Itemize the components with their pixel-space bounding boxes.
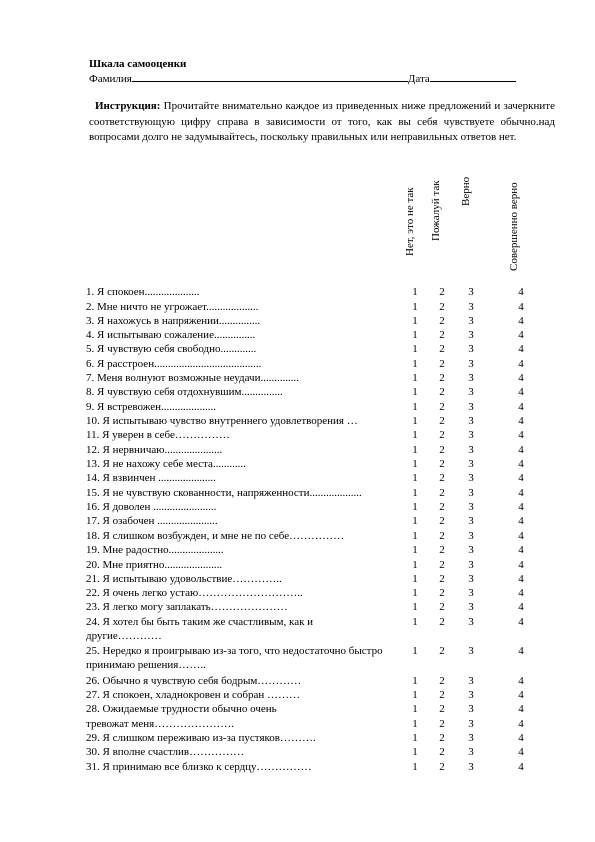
item-text: 18. Я слишком возбужден, и мне не по себе…………… — [86, 529, 345, 542]
rating-option-2[interactable]: 2 — [439, 615, 445, 628]
item-text: 24. Я хотел бы быть таким же счастливым, как и другие………… — [86, 615, 314, 642]
rating-option-3[interactable]: 3 — [468, 400, 474, 413]
rating-option-4[interactable]: 4 — [518, 443, 524, 456]
rating-option-1[interactable]: 1 — [412, 386, 418, 398]
item-text: 20. Мне приятно..................... — [86, 558, 223, 571]
rating-option-2[interactable]: 2 — [439, 357, 445, 370]
rating-option-2[interactable]: 2 — [439, 587, 445, 599]
rating-option-2[interactable]: 2 — [439, 415, 445, 427]
rating-option-1[interactable]: 1 — [412, 501, 418, 513]
rating-option-1[interactable]: 1 — [412, 515, 418, 527]
rating-option-1[interactable]: 1 — [412, 429, 418, 441]
rating-option-1[interactable]: 1 — [412, 717, 418, 730]
rating-option-3[interactable]: 3 — [468, 732, 474, 744]
rating-option-4[interactable]: 4 — [518, 415, 524, 427]
item-text: 15. Я не чувствую скованности, напряженности................... — [86, 486, 362, 499]
item-text: 28. Ожидаемые трудности обычно очень — [86, 703, 277, 715]
rating-option-4[interactable]: 4 — [518, 472, 524, 484]
rating-option-4[interactable]: 4 — [518, 400, 524, 413]
rating-option-4[interactable]: 4 — [518, 314, 524, 327]
rating-option-4[interactable]: 4 — [518, 717, 524, 730]
rating-option-2[interactable]: 2 — [439, 486, 445, 499]
rating-option-1[interactable]: 1 — [412, 645, 418, 657]
rating-option-1[interactable]: 1 — [412, 343, 418, 355]
rating-option-3[interactable]: 3 — [468, 515, 474, 527]
item-text: 25. Нередко я проигрываю из-за того, что недостаточно быстро принимаю решения…….. — [86, 645, 383, 672]
item-text: 4. Я испытываю сожаление............... — [86, 329, 256, 341]
rating-option-1[interactable]: 1 — [412, 300, 418, 313]
rating-option-1[interactable]: 1 — [412, 674, 418, 687]
rating-option-2[interactable]: 2 — [439, 572, 445, 585]
rating-option-3[interactable]: 3 — [468, 386, 474, 398]
rating-option-3[interactable]: 3 — [468, 717, 474, 730]
rating-option-4[interactable]: 4 — [518, 615, 524, 628]
rating-option-4[interactable]: 4 — [518, 286, 524, 298]
rating-option-3[interactable]: 3 — [468, 615, 474, 628]
rating-option-4[interactable]: 4 — [518, 558, 524, 571]
item-text: 2. Мне ничто не угрожает................... — [86, 300, 259, 313]
rating-option-3[interactable]: 3 — [468, 458, 474, 470]
item-text: 14. Я взвинчен ..................... — [86, 472, 216, 484]
rating-option-2[interactable]: 2 — [439, 703, 445, 715]
rating-option-3[interactable]: 3 — [468, 486, 474, 499]
rating-option-4[interactable]: 4 — [518, 746, 524, 758]
rating-option-4[interactable]: 4 — [518, 429, 524, 441]
item-text: тревожат меня…………………. — [86, 717, 234, 730]
rating-option-4[interactable]: 4 — [518, 645, 524, 657]
rating-option-1[interactable]: 1 — [412, 314, 418, 327]
rating-option-1[interactable]: 1 — [412, 443, 418, 456]
rating-option-2[interactable]: 2 — [439, 529, 445, 542]
surname-label: Фамилия — [89, 73, 132, 85]
instruction-label: Инструкция: — [95, 100, 161, 112]
rating-option-3[interactable]: 3 — [468, 645, 474, 657]
rating-option-2[interactable]: 2 — [439, 458, 445, 470]
rating-option-3[interactable]: 3 — [468, 544, 474, 556]
rating-option-1[interactable]: 1 — [412, 615, 418, 628]
rating-option-2[interactable]: 2 — [439, 674, 445, 687]
column-header-absolutely-true: Совершенно верно — [508, 182, 520, 271]
rating-option-4[interactable]: 4 — [518, 587, 524, 599]
rating-option-4[interactable]: 4 — [518, 458, 524, 470]
item-text: 11. Я уверен в себе…………… — [86, 429, 230, 441]
rating-option-3[interactable]: 3 — [468, 529, 474, 542]
rating-option-3[interactable]: 3 — [468, 472, 474, 484]
rating-option-4[interactable]: 4 — [518, 343, 524, 355]
rating-option-1[interactable]: 1 — [412, 357, 418, 370]
name-date-line — [89, 71, 516, 85]
rating-option-3[interactable]: 3 — [468, 443, 474, 456]
rating-option-4[interactable]: 4 — [518, 329, 524, 341]
rating-option-1[interactable]: 1 — [412, 732, 418, 744]
rating-option-3[interactable]: 3 — [468, 689, 474, 701]
rating-option-1[interactable]: 1 — [412, 587, 418, 599]
rating-option-2[interactable]: 2 — [439, 343, 445, 355]
item-text: 9. Я встревожен.................... — [86, 400, 216, 413]
item-text: 5. Я чувствую себя свободно............. — [86, 343, 257, 355]
rating-option-3[interactable]: 3 — [468, 587, 474, 599]
rating-option-3[interactable]: 3 — [468, 674, 474, 687]
rating-option-2[interactable]: 2 — [439, 314, 445, 327]
rating-option-4[interactable]: 4 — [518, 703, 524, 715]
rating-option-4[interactable]: 4 — [518, 300, 524, 313]
item-text: 31. Я принимаю все близко к сердцу…………… — [86, 760, 312, 773]
column-header-no: Нет, это не так — [404, 187, 416, 256]
rating-option-1[interactable]: 1 — [412, 458, 418, 470]
item-text: 6. Я расстроен....................................... — [86, 357, 262, 370]
rating-option-2[interactable]: 2 — [439, 544, 445, 556]
rating-option-3[interactable]: 3 — [468, 300, 474, 313]
rating-option-2[interactable]: 2 — [439, 300, 445, 313]
rating-option-1[interactable]: 1 — [412, 472, 418, 484]
instruction-paragraph — [89, 99, 555, 146]
rating-option-4[interactable]: 4 — [518, 515, 524, 527]
item-text: 13. Я не нахожу себе места............ — [86, 458, 246, 470]
rating-option-2[interactable]: 2 — [439, 601, 445, 613]
instruction-text: Прочитайте внимательно каждое из приведенных ниже предложений и зачеркните соответствующую цифру справа в зависимости от того, как вы себя чувствуете обычно.над вопросами долго не задумывайтесь, поскольку правильных или неправильных ответов нет. — [89, 100, 555, 143]
rating-option-4[interactable]: 4 — [518, 357, 524, 370]
rating-option-3[interactable]: 3 — [468, 415, 474, 427]
rating-option-1[interactable]: 1 — [412, 703, 418, 715]
item-text: 16. Я доволен ....................... — [86, 501, 217, 513]
item-text: 27. Я спокоен, хладнокровен и собран ……… — [86, 689, 301, 701]
item-text: 29. Я слишком переживаю из-за пустяков………. — [86, 732, 316, 744]
rating-option-2[interactable]: 2 — [439, 386, 445, 398]
rating-option-3[interactable]: 3 — [468, 372, 474, 384]
rating-option-3[interactable]: 3 — [468, 601, 474, 613]
rating-option-3[interactable]: 3 — [468, 501, 474, 513]
item-text: 30. Я вполне счастлив…………… — [86, 746, 245, 758]
rating-option-2[interactable]: 2 — [439, 400, 445, 413]
item-text: 7. Меня волнуют возможные неудачи.............. — [86, 372, 299, 384]
column-header-true: Верно — [460, 176, 472, 206]
rating-option-1[interactable]: 1 — [412, 746, 418, 758]
rating-option-2[interactable]: 2 — [439, 717, 445, 730]
rating-option-3[interactable]: 3 — [468, 760, 474, 773]
rating-option-2[interactable]: 2 — [439, 443, 445, 456]
rating-option-4[interactable]: 4 — [518, 760, 524, 773]
page-title: Шкала самооценки — [89, 58, 187, 70]
rating-option-2[interactable]: 2 — [439, 501, 445, 513]
date-blank[interactable] — [430, 71, 516, 82]
rating-option-3[interactable]: 3 — [468, 329, 474, 341]
rating-option-2[interactable]: 2 — [439, 472, 445, 484]
rating-option-2[interactable]: 2 — [439, 558, 445, 571]
item-text: 26. Обычно я чувствую себя бодрым………… — [86, 674, 302, 687]
rating-option-1[interactable]: 1 — [412, 486, 418, 499]
rating-option-4[interactable]: 4 — [518, 486, 524, 499]
rating-option-4[interactable]: 4 — [518, 386, 524, 398]
rating-option-2[interactable]: 2 — [439, 372, 445, 384]
item-text: 17. Я озабочен ...................... — [86, 515, 218, 527]
rating-option-4[interactable]: 4 — [518, 372, 524, 384]
rating-option-3[interactable]: 3 — [468, 703, 474, 715]
rating-option-4[interactable]: 4 — [518, 572, 524, 585]
rating-option-3[interactable]: 3 — [468, 314, 474, 327]
rating-option-2[interactable]: 2 — [439, 286, 445, 298]
rating-option-1[interactable]: 1 — [412, 400, 418, 413]
rating-option-1[interactable]: 1 — [412, 415, 418, 427]
date-label: Дата — [407, 73, 430, 85]
rating-option-4[interactable]: 4 — [518, 544, 524, 556]
rating-option-1[interactable]: 1 — [412, 760, 418, 773]
rating-option-2[interactable]: 2 — [439, 689, 445, 701]
rating-option-2[interactable]: 2 — [439, 746, 445, 758]
rating-option-4[interactable]: 4 — [518, 529, 524, 542]
rating-option-1[interactable]: 1 — [412, 572, 418, 585]
rating-option-3[interactable]: 3 — [468, 357, 474, 370]
item-text: 8. Я чувствую себя отдохнувшим............... — [86, 386, 283, 398]
rating-option-3[interactable]: 3 — [468, 343, 474, 355]
rating-option-4[interactable]: 4 — [518, 674, 524, 687]
rating-option-3[interactable]: 3 — [468, 746, 474, 758]
item-text: 12. Я нервничаю..................... — [86, 443, 223, 456]
rating-option-2[interactable]: 2 — [439, 760, 445, 773]
rating-option-3[interactable]: 3 — [468, 429, 474, 441]
rating-option-3[interactable]: 3 — [468, 572, 474, 585]
item-text: 23. Я легко могу заплакать………………… — [86, 601, 288, 613]
rating-option-4[interactable]: 4 — [518, 732, 524, 744]
rating-option-2[interactable]: 2 — [439, 329, 445, 341]
rating-option-1[interactable]: 1 — [412, 558, 418, 571]
surname-blank[interactable] — [132, 71, 408, 82]
rating-option-2[interactable]: 2 — [439, 732, 445, 744]
rating-option-2[interactable]: 2 — [439, 645, 445, 657]
rating-option-1[interactable]: 1 — [412, 286, 418, 298]
rating-option-4[interactable]: 4 — [518, 501, 524, 513]
rating-option-2[interactable]: 2 — [439, 515, 445, 527]
rating-option-2[interactable]: 2 — [439, 429, 445, 441]
item-text: 10. Я испытываю чувство внутреннего удовлетворения … — [86, 415, 358, 427]
item-text: 22. Я очень легко устаю……………………….. — [86, 587, 303, 599]
item-text: 19. Мне радостно.................... — [86, 544, 224, 556]
rating-option-1[interactable]: 1 — [412, 689, 418, 701]
rating-option-4[interactable]: 4 — [518, 689, 524, 701]
rating-option-1[interactable]: 1 — [412, 601, 418, 613]
rating-option-3[interactable]: 3 — [468, 286, 474, 298]
item-text: 1. Я спокоен.................... — [86, 286, 200, 298]
rating-option-1[interactable]: 1 — [412, 529, 418, 542]
item-text: 21. Я испытываю удовольствие………….. — [86, 572, 282, 585]
rating-option-1[interactable]: 1 — [412, 329, 418, 341]
rating-option-1[interactable]: 1 — [412, 372, 418, 384]
rating-option-1[interactable]: 1 — [412, 544, 418, 556]
rating-option-3[interactable]: 3 — [468, 558, 474, 571]
rating-option-4[interactable]: 4 — [518, 601, 524, 613]
item-text: 3. Я нахожусь в напряжении............... — [86, 314, 261, 327]
column-header-probably: Пожалуй так — [430, 180, 442, 241]
